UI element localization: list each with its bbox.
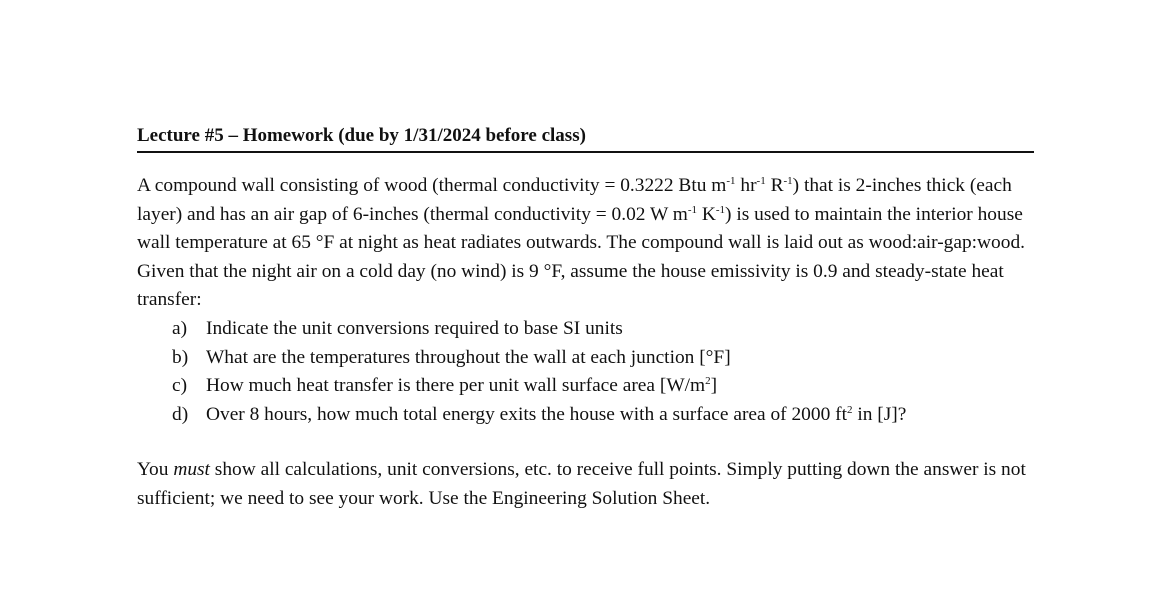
question-marker: c) (172, 375, 188, 397)
question-text: Over 8 hours, how much total energy exits the house with a surface area of 2000 ft (206, 403, 847, 425)
question-list (137, 315, 1034, 429)
question-d (137, 401, 1034, 430)
exponent: 2 (846, 403, 853, 416)
problem-text-1: A compound wall consisting of wood (thermal conductivity = 0.3222 Btu m (137, 175, 727, 196)
exponent: -1 (726, 175, 736, 187)
question-text: Indicate the unit conversions required to base SI units (206, 317, 623, 339)
question-text-end: ] (710, 375, 718, 397)
question-text: How much heat transfer is there per unit wall surface area [W/m (206, 375, 706, 397)
exponent: -1 (687, 203, 698, 216)
instructions-text-1: You (137, 459, 174, 481)
homework-body (137, 172, 1034, 514)
problem-text-5: K (697, 203, 716, 225)
question-b (137, 344, 1034, 373)
instructions-emphasis: must (173, 459, 210, 481)
problem-text-2: hr (735, 175, 757, 196)
exponent: 2 (705, 375, 711, 388)
instructions-text-2: show all calculations, unit conversions, etc. to receive full points. Simply putting down the answer is not sufficient; we need to see your work. Use the Engineering Solution Sheet. (137, 459, 1026, 509)
exponent: -1 (715, 203, 726, 216)
problem-statement (137, 172, 1034, 315)
exponent: -1 (783, 175, 793, 187)
exponent: -1 (756, 175, 766, 187)
problem-text-6: ) is used to maintain the interior house wall temperature at 65 °F at night as heat radiates outwards. The compound wall is laid out as wood:air-gap:wood. Given that the night air on a cold day (no wind) is 9 °F, assume the house emissivity is 0.9 and steady-state heat transfer: (137, 203, 1025, 311)
question-marker: a) (172, 317, 188, 339)
question-text: What are the temperatures throughout the wall at each junction [°F] (206, 346, 731, 368)
problem-text-4: ) that is 2-inches thick (each layer) and has an air gap of 6-inches (thermal conductivity = 0.02 W m (137, 175, 1012, 225)
instructions (137, 456, 1034, 513)
page-title: Lecture #5 – Homework (due by 1/31/2024 before class) (137, 124, 1034, 153)
problem-text-3: R (765, 175, 784, 196)
question-a (137, 315, 1034, 344)
question-marker: b) (172, 346, 189, 368)
homework-page (137, 124, 1034, 514)
question-marker: d) (172, 403, 189, 425)
question-c (137, 372, 1034, 401)
question-text-end: in [J]? (852, 403, 907, 425)
